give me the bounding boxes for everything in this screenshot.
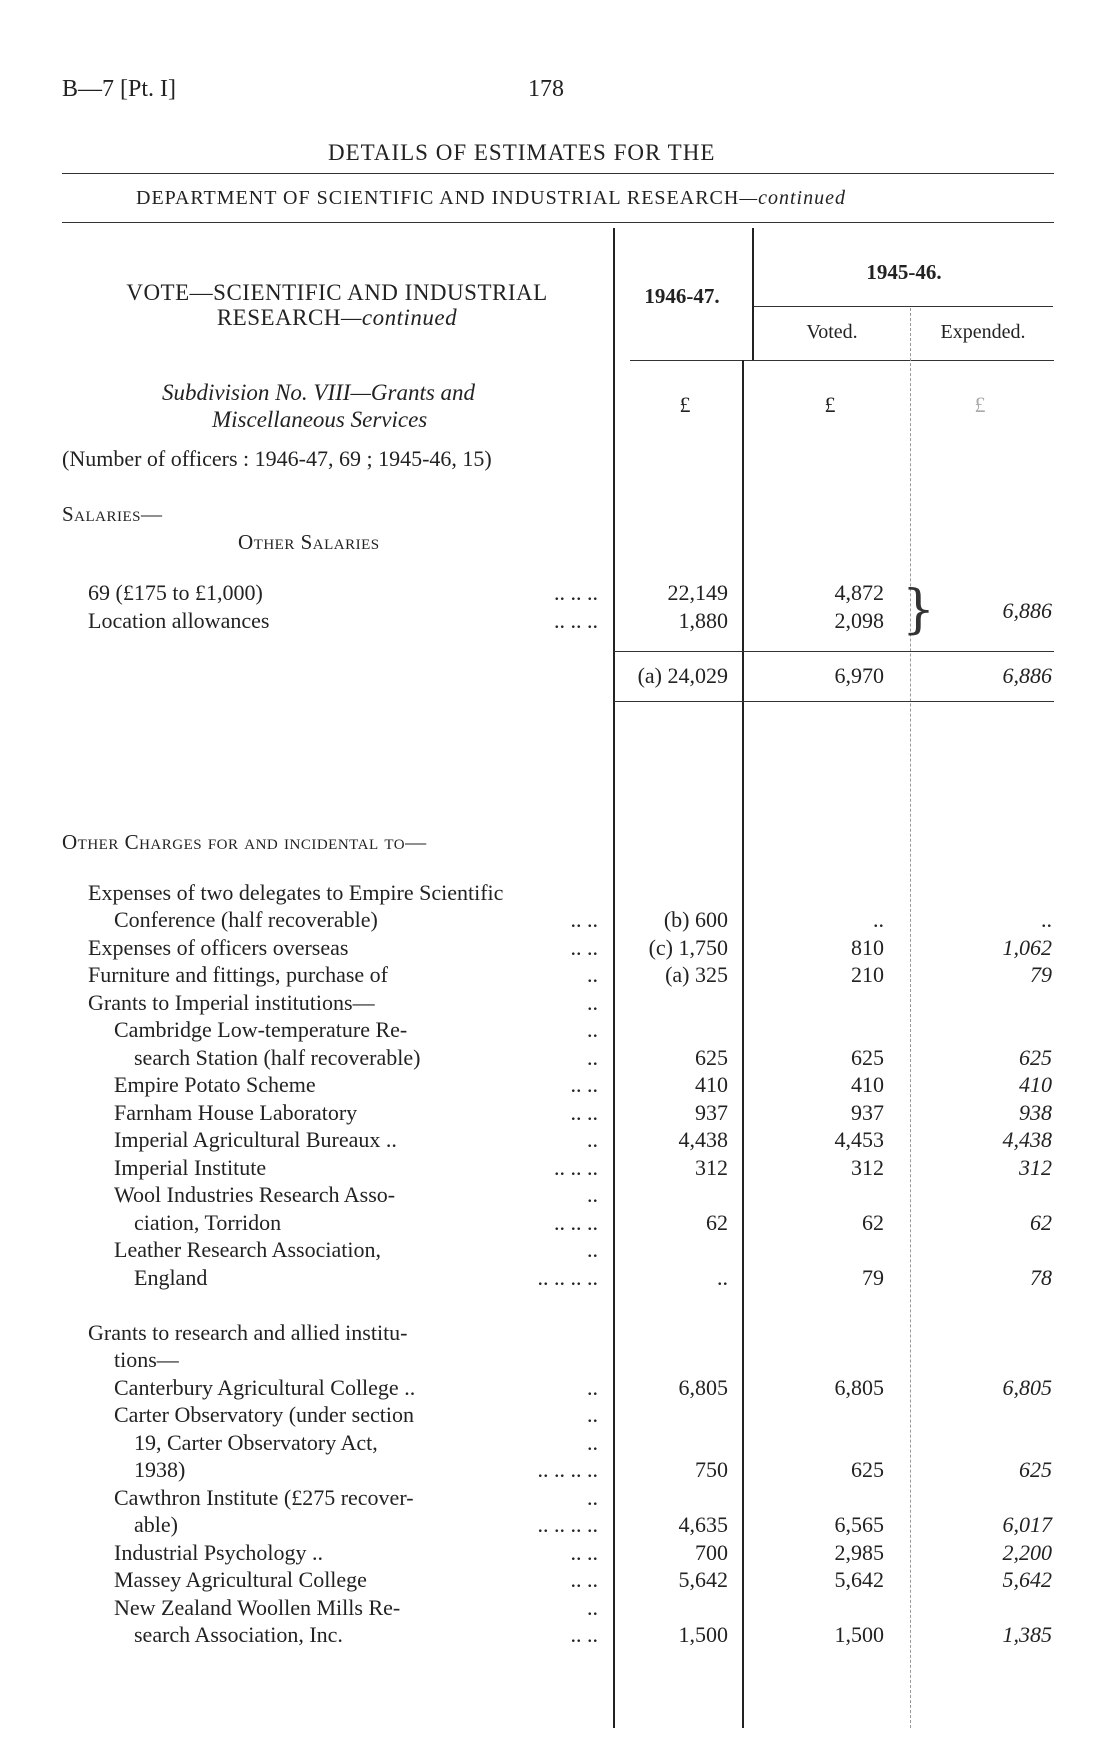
grant-row-label: 19, Carter Observatory Act,: [134, 1430, 378, 1455]
research-grants-heading-line2: tions—: [114, 1347, 179, 1372]
column-voted: Voted.: [806, 321, 858, 343]
grant-row-leader-dots: ..: [587, 1402, 598, 1427]
page-reference: B—7 [Pt. I]: [62, 76, 176, 102]
charge-row-value-voted: ..: [873, 907, 884, 932]
department-continued: —continued: [739, 187, 846, 209]
charge-row-value-1946-47: (a) 325: [665, 962, 728, 987]
vote-heading-line1: VOTE—SCIENTIFIC AND INDUSTRIAL: [126, 280, 548, 305]
charge-row-label: Imperial Institute: [114, 1155, 267, 1180]
grant-row-value-1946-47: 750: [695, 1457, 728, 1482]
grant-row-value-expended: 2,200: [1002, 1540, 1052, 1565]
charge-row-label: Cambridge Low-temperature Re-: [114, 1017, 408, 1042]
grant-row-leader-dots: .. ..: [570, 1540, 598, 1565]
charge-row-label: Wool Industries Research Asso-: [114, 1182, 396, 1207]
grant-row-value-voted: 6,805: [834, 1375, 884, 1400]
charge-row-label: Expenses of officers overseas: [88, 935, 349, 960]
charge-row-leader-dots: ..: [587, 990, 598, 1015]
vote-heading-line2: [62, 305, 612, 331]
salary-row-value-1946-47: 22,149: [667, 580, 728, 605]
charge-row-leader-dots: ..: [587, 1045, 598, 1070]
salary-row-value-1946-47: 1,880: [678, 608, 728, 633]
grant-row-value-expended: 5,642: [1002, 1567, 1052, 1592]
page-title: DETAILS OF ESTIMATES FOR THE: [328, 140, 716, 165]
grant-row-label: Industrial Psychology ..: [114, 1540, 323, 1565]
grant-row-value-voted: 2,985: [834, 1540, 884, 1565]
salary-row-label: 69 (£175 to £1,000): [88, 580, 263, 605]
charge-row-label: Conference (half recoverable): [114, 907, 378, 932]
charge-row-value-expended: 312: [1019, 1155, 1052, 1180]
charge-row-leader-dots: .. ..: [570, 1100, 598, 1125]
charge-row-value-voted: 810: [851, 935, 884, 960]
grant-row-value-expended: 6,805: [1002, 1375, 1052, 1400]
grant-row-label: 1938): [134, 1457, 186, 1482]
salaries-total-1946-47: (a) 24,029: [637, 663, 728, 688]
charge-row-leader-dots: .. ..: [570, 935, 598, 960]
charge-row-value-1946-47: 410: [695, 1072, 728, 1097]
salary-row-leader-dots: .. .. ..: [554, 608, 598, 633]
charge-row-value-voted: 79: [862, 1265, 884, 1290]
charge-row-value-1946-47: 312: [695, 1155, 728, 1180]
salaries-heading: Salaries—: [62, 502, 163, 526]
grant-row-value-1946-47: 700: [695, 1540, 728, 1565]
grant-row-value-1946-47: 4,635: [678, 1512, 728, 1537]
charge-row-label: Imperial Agricultural Bureaux ..: [114, 1127, 397, 1152]
charge-row-label: ciation, Torridon: [134, 1210, 282, 1235]
charge-row-label: search Station (half recoverable): [134, 1045, 421, 1070]
officer-count: (Number of officers : 1946-47, 69 ; 1945-46, 15): [62, 446, 492, 471]
grant-row-label: New Zealand Woollen Mills Re-: [114, 1595, 401, 1620]
charge-row-label: England: [134, 1265, 208, 1290]
charge-row-value-1946-47: 937: [695, 1100, 728, 1125]
grant-row-label: Massey Agricultural College: [114, 1567, 367, 1592]
subdivision-line2: Miscellaneous Services: [212, 407, 428, 432]
grant-row-value-voted: 625: [851, 1457, 884, 1482]
charge-row-value-1946-47: 62: [706, 1210, 728, 1235]
charge-row-value-expended: ..: [1041, 907, 1052, 932]
charge-row-label: Empire Potato Scheme: [114, 1072, 316, 1097]
grant-row-leader-dots: .. ..: [570, 1622, 598, 1647]
grant-row-value-expended: 625: [1019, 1457, 1052, 1482]
grant-row-value-expended: 6,017: [1002, 1512, 1052, 1537]
department-heading: [136, 187, 846, 210]
grant-row-leader-dots: ..: [587, 1595, 598, 1620]
charge-row-value-voted: 937: [851, 1100, 884, 1125]
charge-row-value-voted: 410: [851, 1072, 884, 1097]
charge-row-leader-dots: ..: [587, 1017, 598, 1042]
pound-sign-1946-47: £: [679, 392, 691, 417]
other-salaries-heading: Other Salaries: [238, 530, 380, 554]
department-name: DEPARTMENT OF SCIENTIFIC AND INDUSTRIAL RESEARCH: [136, 187, 740, 209]
salary-row-label: Location allowances: [88, 608, 270, 633]
salaries-total-expended: 6,886: [1002, 663, 1052, 688]
column-1945-46: 1945-46.: [866, 260, 942, 284]
salary-row-value-voted: 4,872: [834, 580, 884, 605]
charge-row-leader-dots: .. ..: [570, 907, 598, 932]
grant-row-value-expended: 1,385: [1002, 1622, 1052, 1647]
subdivision-line1: Subdivision No. VIII—Grants and: [162, 380, 476, 405]
salaries-expended-bracketed: 6,886: [1002, 598, 1052, 623]
charge-row-leader-dots: .. ..: [570, 1072, 598, 1097]
charge-row-leader-dots: ..: [587, 1182, 598, 1207]
grant-row-value-voted: 6,565: [834, 1512, 884, 1537]
grant-row-leader-dots: .. .. .. ..: [537, 1512, 598, 1537]
grant-row-label: Canterbury Agricultural College ..: [114, 1375, 416, 1400]
charge-row-leader-dots: ..: [587, 1127, 598, 1152]
charge-row-leader-dots: .. .. ..: [554, 1210, 598, 1235]
page-number: 178: [528, 76, 564, 102]
pound-sign-expended: £: [974, 392, 986, 417]
charge-row-value-expended: 4,438: [1002, 1127, 1052, 1152]
charge-row-label: Farnham House Laboratory: [114, 1100, 358, 1125]
charge-row-value-1946-47: ..: [717, 1265, 728, 1290]
salary-row-value-voted: 2,098: [834, 608, 884, 633]
charge-row-label: Grants to Imperial institutions—: [88, 990, 375, 1015]
column-1946-47: 1946-47.: [644, 284, 720, 308]
grant-row-leader-dots: .. .. .. ..: [537, 1457, 598, 1482]
charge-row-leader-dots: ..: [587, 962, 598, 987]
salaries-total-voted: 6,970: [834, 663, 884, 688]
charge-row-value-voted: 62: [862, 1210, 884, 1235]
right-brace: }: [902, 580, 936, 640]
charge-row-value-expended: 625: [1019, 1045, 1052, 1070]
grant-row-label: Cawthron Institute (£275 recover-: [114, 1485, 414, 1510]
charge-row-value-1946-47: 625: [695, 1045, 728, 1070]
grant-row-leader-dots: ..: [587, 1430, 598, 1455]
other-charges-heading: Other Charges for and incidental to—: [62, 830, 427, 854]
charge-row-leader-dots: .. .. .. ..: [537, 1265, 598, 1290]
charge-row-value-voted: 4,453: [834, 1127, 884, 1152]
charge-row-leader-dots: .. .. ..: [554, 1155, 598, 1180]
salary-row-leader-dots: .. .. ..: [554, 580, 598, 605]
grant-row-value-1946-47: 1,500: [678, 1622, 728, 1647]
charge-row-value-expended: 938: [1019, 1100, 1052, 1125]
charge-row-value-1946-47: (c) 1,750: [648, 935, 728, 960]
charge-row-value-expended: 78: [1030, 1265, 1052, 1290]
grant-row-label: able): [134, 1512, 178, 1537]
grant-row-leader-dots: ..: [587, 1375, 598, 1400]
vote-heading-research: RESEARCH: [216, 305, 341, 330]
column-expended: Expended.: [940, 321, 1026, 343]
charge-row-value-voted: 625: [851, 1045, 884, 1070]
charge-row-label: Leather Research Association,: [114, 1237, 381, 1262]
grant-row-leader-dots: ..: [587, 1485, 598, 1510]
charge-row-value-1946-47: (b) 600: [663, 907, 728, 932]
grant-row-value-1946-47: 6,805: [678, 1375, 728, 1400]
charge-row-value-expended: 1,062: [1002, 935, 1052, 960]
charge-row-value-expended: 79: [1030, 962, 1052, 987]
grant-row-value-voted: 5,642: [834, 1567, 884, 1592]
charge-row-value-voted: 312: [851, 1155, 884, 1180]
charge-row-value-expended: 410: [1019, 1072, 1052, 1097]
grant-row-label: search Association, Inc.: [134, 1622, 343, 1647]
grant-row-label: Carter Observatory (under section: [114, 1402, 414, 1427]
grant-row-leader-dots: .. ..: [570, 1567, 598, 1592]
grant-row-value-1946-47: 5,642: [678, 1567, 728, 1592]
charge-row-label: Furniture and fittings, purchase of: [88, 962, 388, 987]
grant-row-value-voted: 1,500: [834, 1622, 884, 1647]
research-grants-heading-line1: Grants to research and allied institu-: [88, 1320, 408, 1345]
pound-sign-voted: £: [824, 392, 836, 417]
charge-row-leader-dots: ..: [587, 1237, 598, 1262]
vote-heading-continued: —continued: [340, 305, 458, 330]
charge-row-value-voted: 210: [851, 962, 884, 987]
charge-row-value-1946-47: 4,438: [678, 1127, 728, 1152]
charge-row-value-expended: 62: [1030, 1210, 1052, 1235]
charge-row-label: Expenses of two delegates to Empire Scientific: [88, 880, 504, 905]
